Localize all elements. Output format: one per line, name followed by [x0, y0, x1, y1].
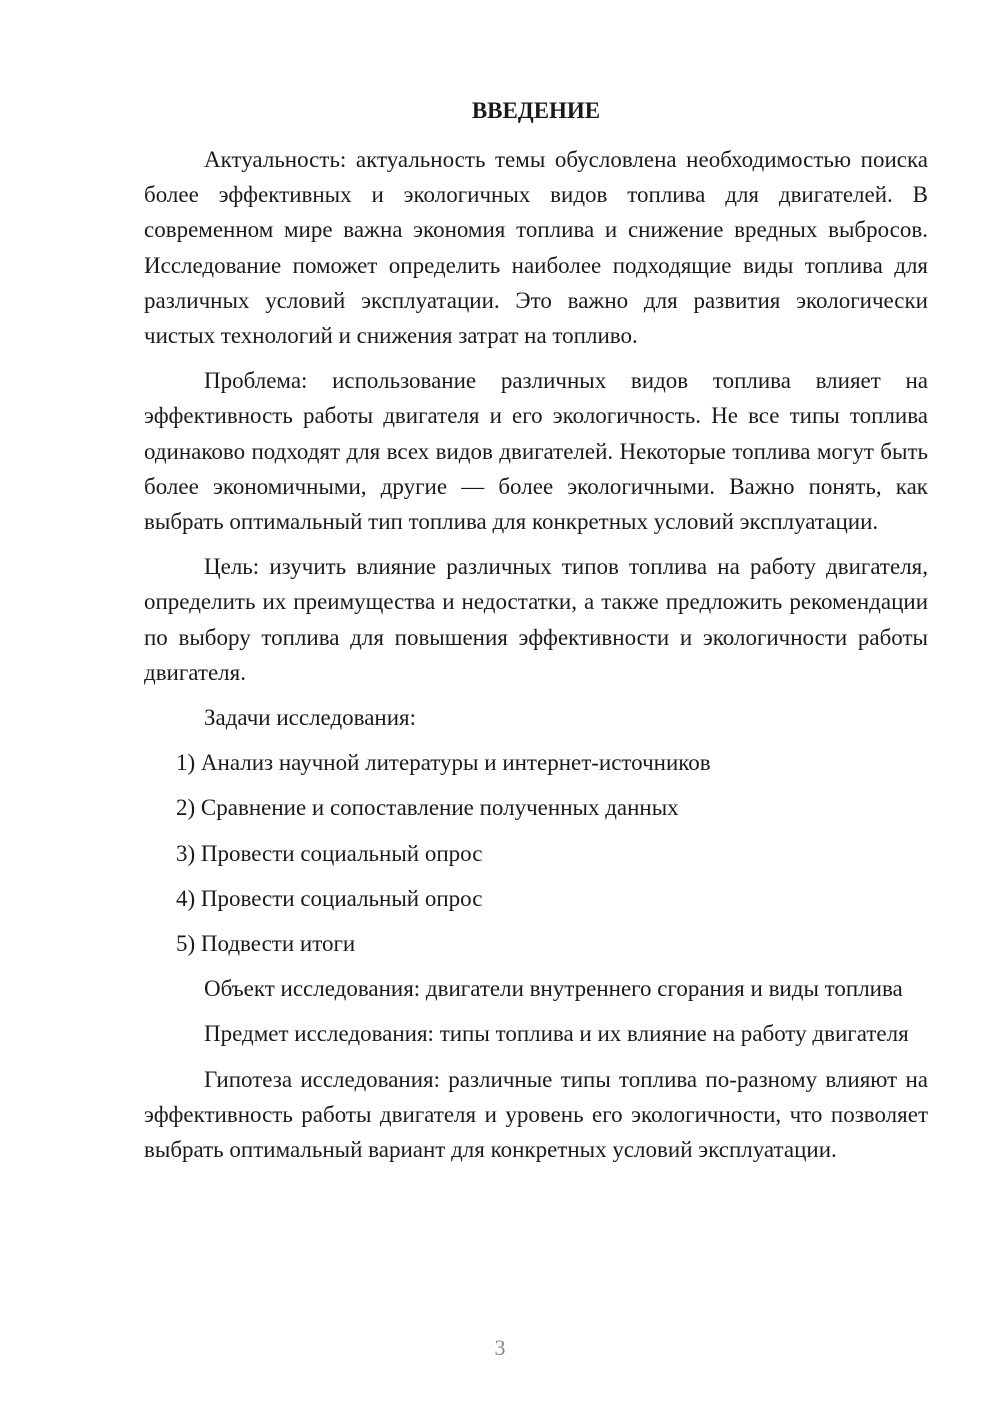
- paragraph-relevance: Актуальность: актуальность темы обусловлена необходимостью поиска более эффективных и экологичных видов топлива для двигателей. В современном мире важна экономия топлива и снижение вредных выбросов. Исследование поможет определить наиболее подходящие виды топлива для различных условий эксплуатации. Это важно для развития экологически чистых технологий и снижения затрат на топливо.: [144, 147, 928, 349]
- task-item-1: 1) Анализ научной литературы и интернет-источников: [176, 750, 711, 776]
- task-item-5: 5) Подвести итоги: [176, 931, 356, 957]
- paragraph-subject: Предмет исследования: типы топлива и их влияние на работу двигателя: [204, 1021, 909, 1047]
- paragraph-object: Объект исследования: двигатели внутреннего сгорания и виды топлива: [204, 976, 903, 1002]
- page-content: [144, 96, 928, 1177]
- page-title: ВВЕДЕНИЕ: [471, 98, 601, 123]
- paragraph-goal: Цель: изучить влияние различных типов топлива на работу двигателя, определить их преимущества и недостатки, а также предложить рекомендации по выбору топлива для повышения эффективности и экологичности работы двигателя.: [144, 554, 928, 685]
- task-item-2: 2) Сравнение и сопоставление полученных данных: [176, 795, 679, 821]
- task-item-4: 4) Провести социальный опрос: [176, 885, 483, 911]
- task-list: [144, 745, 928, 961]
- task-item-3: 3) Провести социальный опрос: [176, 840, 483, 866]
- paragraph-problem: Проблема: использование различных видов топлива влияет на эффективность работы двигателя и его экологичность. Не все типы топлива одинаково подходят для всех видов двигателей. Некоторые топлива могут быть более экономичными, другие — более экологичными. Важно понять, как выбрать оптимальный тип топлива для конкретных условий эксплуатации.: [144, 368, 928, 535]
- tasks-label: Задачи исследования:: [204, 705, 417, 731]
- paragraph-hypothesis: Гипотеза исследования: различные типы топлива по-разному влияют на эффективность работы двигателя и уровень его экологичности, что позволяет выбрать оптимальный вариант для конкретных условий эксплуатации.: [144, 1066, 928, 1163]
- page-number: 3: [494, 1335, 506, 1360]
